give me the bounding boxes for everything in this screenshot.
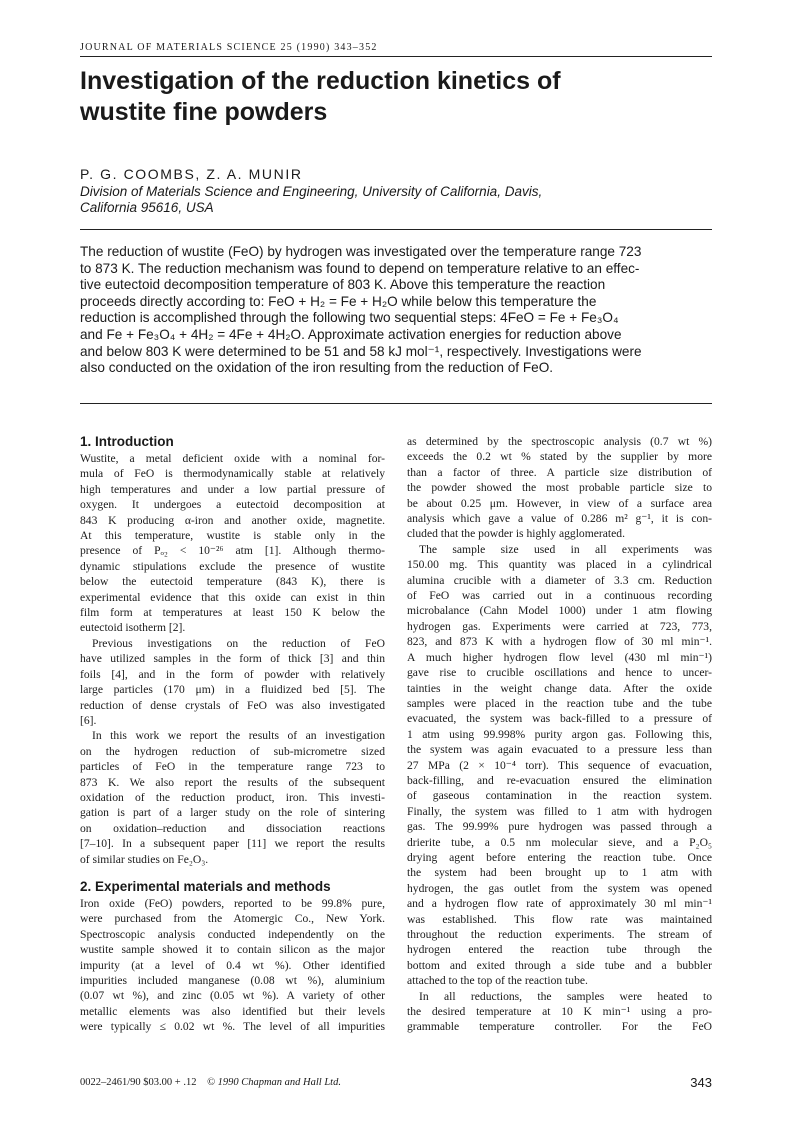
text-line: hydrogen, the gas outlet from the system was opened: [407, 881, 712, 895]
right-paragraph-1: [407, 434, 712, 542]
text-line: particles of FeO in the temperature range 723 to: [80, 760, 385, 774]
text-line: [7–10]. In a subsequent paper [11] we report the results: [80, 837, 385, 851]
footer-copyright: © 1990 Chapman and Hall Ltd.: [206, 1077, 341, 1088]
abstract-line: The reduction of wustite (FeO) by hydrogen was investigated over the temperature range 723: [80, 244, 642, 259]
abstract-line: also conducted on the oxidation of the iron resulting from the reduction of FeO.: [80, 360, 554, 376]
text-line: alumina crucible with a diameter of 3.3 cm. Reduction: [407, 573, 712, 587]
affiliation-line: California 95616, USA: [80, 200, 214, 215]
text-line: wustite sample showed it to contain silicon as the major: [80, 943, 385, 957]
title-line: wustite fine powders: [80, 98, 328, 126]
text-line: film form at temperatures at least 150 K below the: [80, 606, 385, 620]
text-line: experimental evidence that this oxide can exist in thin: [80, 590, 385, 604]
abstract-line: reduction is accomplished through the following two sequential steps: 4FeO = Fe + Fe₃O₄: [80, 310, 619, 326]
text-line: At this temperature, wustite is stable only in the: [80, 529, 385, 543]
text-line: drying agent before entering the reaction tube. Once: [407, 850, 712, 864]
text-line: dynamic stipulations exclude the presence of wustite: [80, 559, 385, 573]
text-line: cluded that the powder is highly agglomerated.: [407, 527, 625, 541]
text-line: [6].: [80, 713, 97, 727]
text-line: have utilized samples in the form of thick [3] and thin: [80, 652, 385, 666]
text-line: reduction of dense crystals of FeO was also investigated: [80, 698, 385, 712]
text-line: gave rise to crucible oscillations and hence to uncer-: [407, 666, 712, 680]
text-line: the system was again evacuated to a pressure less than: [407, 743, 712, 757]
text-line: tainties in the weight change data. After the oxide: [407, 681, 712, 695]
text-line: and a hydrogen flow rate of approximately 30 ml min⁻¹: [407, 897, 712, 911]
intro-paragraph-1: [80, 451, 385, 636]
text-line: evacuated, the system was back-filled to a pressure of: [407, 712, 712, 726]
text-line: hydrogen entered the reaction tube through the: [407, 943, 712, 957]
text-line: hydrogen gas. Experiments were carried at 723, 773,: [407, 619, 712, 633]
text-line: 843 K producing α-iron and another oxide, magnetite.: [80, 513, 385, 527]
text-line: back-filling, and re-evacuation ensured the elimination: [407, 773, 712, 787]
text-line: be about 0.25 μm. However, in view of a surface area: [407, 496, 712, 510]
text-line: 873 K. We also report the results of the subsequent: [80, 775, 385, 789]
text-line: foils [4], and in the form of powder with relatively: [80, 667, 385, 681]
text-line: Previous investigations on the reduction of FeO: [92, 636, 385, 650]
text-line: Finally, the system was filled to 1 atm with hydrogen: [407, 804, 712, 818]
text-line: In all reductions, the samples were heated to: [419, 989, 712, 1003]
right-column: [407, 434, 712, 1035]
text-line: metallic elements was also identified but their levels: [80, 1004, 385, 1018]
abstract-line: and below 803 K were determined to be 51 and 58 kJ mol⁻¹, respectively. Investigations were: [80, 343, 642, 359]
text-line: drierite tube, a 0.5 nm molecular sieve, and a P₂O₅: [407, 835, 712, 849]
header-rule: [80, 56, 712, 57]
abstract: [80, 244, 712, 377]
experimental-paragraph-1: [80, 896, 385, 1035]
text-line: mula of FeO is thermodynamically stable at relatively: [80, 467, 385, 481]
text-line: In this work we report the results of an investigation: [92, 729, 385, 743]
text-line: as determined by the spectroscopic analysis (0.7 wt %): [407, 435, 712, 448]
text-line: samples were placed in the reaction tube and the tube: [407, 696, 712, 710]
text-line: Iron oxide (FeO) powders, reported to be 99.8% pure,: [80, 896, 385, 910]
text-line: below the eutectoid temperature (843 K), there is: [80, 575, 385, 589]
section-heading-introduction: 1. Introduction: [80, 434, 174, 449]
text-line: 823, and 873 K with a hydrogen flow of 30 ml min⁻¹.: [407, 635, 712, 649]
title-line: Investigation of the reduction kinetics of: [80, 67, 561, 95]
text-line: of FeO was carried out in a continuous recording: [407, 589, 712, 603]
text-line: microbalance (Cahn Model 1000) under 1 atm flowing: [407, 604, 712, 618]
affiliation-line: Division of Materials Science and Engineering, University of California, Davis,: [80, 184, 543, 199]
abstract-line: proceeds directly according to: FeO + H₂ = Fe + H₂O while below this temperature the: [80, 293, 597, 309]
page-footer: [80, 1077, 712, 1088]
text-line: were typically ≤ 0.02 wt %. The level of all impurities: [80, 1020, 385, 1034]
page-number: 343: [690, 1075, 712, 1090]
abstract-bottom-rule: [80, 403, 712, 404]
affiliation: [80, 184, 700, 216]
text-line: Spectroscopic analysis conducted independently on the: [80, 927, 385, 941]
text-line: A much higher hydrogen flow level (430 ml min⁻¹): [407, 650, 712, 664]
text-line: of gaseous contamination in the reaction system.: [407, 789, 712, 803]
text-line: oxygen. It undergoes a eutectoid decomposition at: [80, 498, 385, 512]
intro-paragraph-2: [80, 636, 385, 728]
intro-paragraph-3: [80, 728, 385, 867]
text-line: the system had been brought up to 1 atm with: [407, 866, 712, 880]
text-line: on the hydrogen reduction of sub-micrometre sized: [80, 744, 385, 758]
text-line: of similar studies on Fe₂O₃.: [80, 852, 209, 866]
text-line: than a factor of three. A particle size distribution of: [407, 465, 712, 479]
text-line: the desired temperature at 10 K min⁻¹ using a pro-: [407, 1005, 712, 1019]
text-line: on oxidation–reduction and dissociation reactions: [80, 821, 385, 835]
left-column: [80, 434, 385, 1035]
text-line: gas. The 99.99% pure hydrogen was passed through a: [407, 820, 712, 834]
text-line: oxidation of the reduction product, iron. This investi-: [80, 790, 385, 804]
text-line: the powder showed the most probable particle size to: [407, 481, 712, 495]
right-paragraph-2: [407, 542, 712, 989]
text-line: large particles (170 μm) in a fluidized bed [5]. The: [80, 683, 385, 697]
text-line: 27 MPa (2 × 10⁻⁴ torr). This sequence of evacuation,: [407, 758, 712, 772]
abstract-top-rule: [80, 229, 712, 230]
text-line: were purchased from the Atomergic Co., New York.: [80, 912, 385, 926]
text-line: Wustite, a metal deficient oxide with a nominal for-: [80, 452, 385, 465]
text-line: (0.07 wt %), and zinc (0.05 wt %). A variety of other: [80, 989, 385, 1003]
abstract-line: to 873 K. The reduction mechanism was found to depend on temperature relative to an effec-: [80, 260, 640, 276]
text-line: presence of Pₒ₂ < 10⁻²⁶ atm [1]. Although thermo-: [80, 544, 385, 558]
abstract-line: and Fe + Fe₃O₄ + 4H₂ = 4Fe + 4H₂O. Approximate activation energies for reduction above: [80, 326, 622, 342]
abstract-line: tive eutectoid decomposition temperature of 803 K. Above this temperature the reaction: [80, 277, 606, 293]
text-line: exceeds the 0.2 wt % stated by the supplier by more: [407, 450, 712, 464]
right-paragraph-3: [407, 989, 712, 1035]
text-line: throughout the reduction experiments. The stream of: [407, 928, 712, 941]
text-line: impurities included manganese (0.08 wt %), aluminium: [80, 974, 385, 987]
text-line: 1 atm using 99.998% purity argon gas. Following this,: [407, 727, 712, 741]
text-line: The sample size used in all experiments was: [419, 542, 712, 556]
text-line: analysis which gave a value of 0.286 m² g⁻¹, it is con-: [407, 512, 712, 526]
text-line: impurity (at a level of 0.4 wt %). Other identified: [80, 958, 385, 972]
footer-code: 0022–2461/90 $03.00 + .12: [80, 1077, 197, 1088]
text-line: attached to the top of the reaction tube.: [407, 974, 588, 988]
text-line: 150.00 mg. This quantity was placed in a cylindrical: [407, 558, 712, 572]
text-line: high temperatures and under a low partial pressure of: [80, 482, 385, 496]
text-line: gation is part of a larger study on the role of sintering: [80, 806, 385, 820]
text-line: grammable temperature controller. For the FeO: [407, 1020, 712, 1034]
journal-header: JOURNAL OF MATERIALS SCIENCE 25 (1990) 343–352: [80, 42, 378, 53]
section-gap: [80, 867, 385, 879]
section-heading-experimental: 2. Experimental materials and methods: [80, 878, 331, 894]
text-line: eutectoid isotherm [2].: [80, 621, 186, 635]
text-line: bottom and exited through a side tube and a bubbler: [407, 958, 712, 972]
authors: P. G. COOMBS, Z. A. MUNIR: [80, 166, 303, 182]
paper-title: [80, 66, 700, 128]
text-line: was established. This flow rate was maintained: [407, 912, 712, 926]
